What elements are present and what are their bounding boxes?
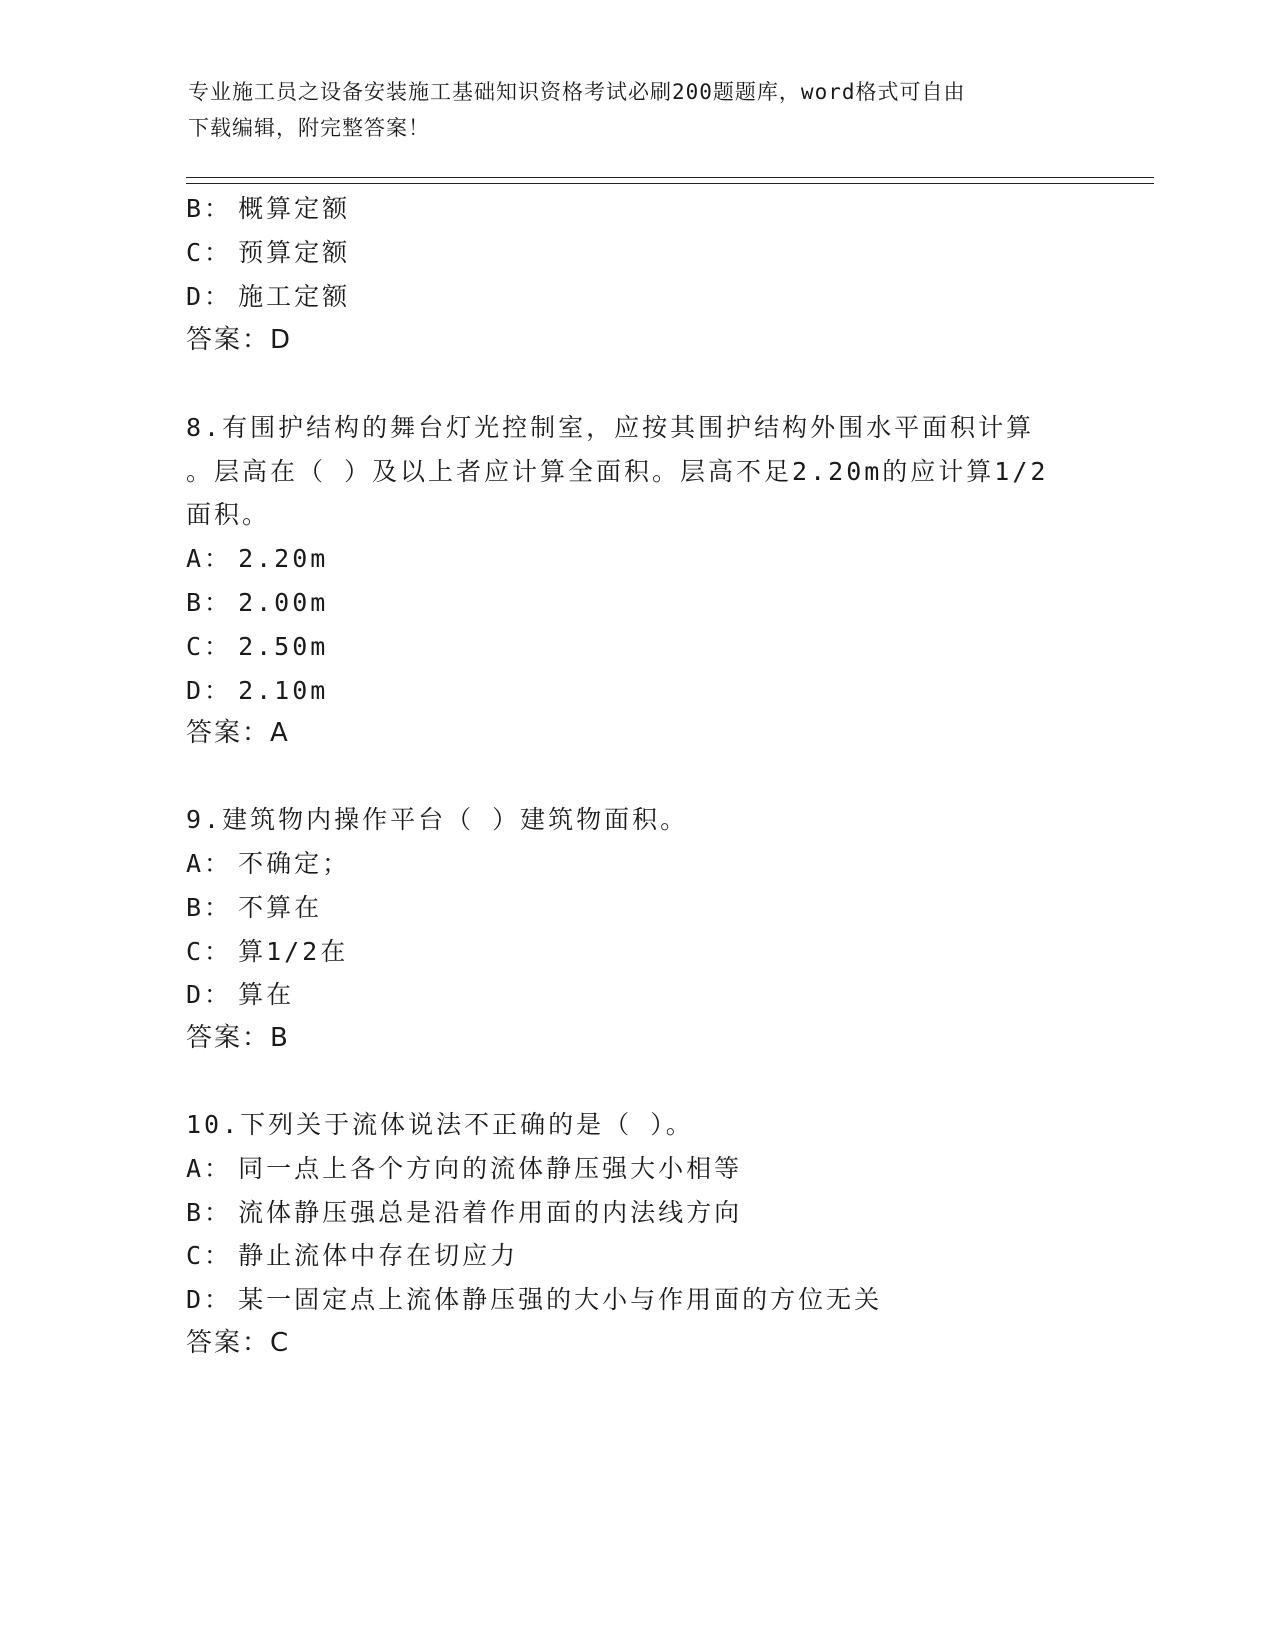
option-b: B： 概算定额 — [186, 194, 351, 223]
question-9-stem-line-1: 9.建筑物内操作平台（ ）建筑物面积。 — [186, 805, 689, 834]
question-8-stem-line-3: 面积。 — [186, 500, 271, 529]
document-header — [188, 74, 1068, 146]
question-9-answer: 答案：B — [186, 1023, 290, 1053]
header-divider-bottom — [186, 183, 1154, 184]
question-9-option-c: C： 算1/2在 — [186, 937, 349, 966]
option-c: C： 预算定额 — [186, 238, 351, 267]
question-9-option-d: D： 算在 — [186, 980, 295, 1009]
answer-line: 答案：D — [186, 325, 293, 355]
header-line-1: 专业施工员之设备安装施工基础知识资格考试必刷200题题库，word格式可自由 — [188, 80, 966, 104]
question-8-option-d: D： 2.10m — [186, 676, 329, 705]
question-10-stem-line-1: 10.下列关于流体说法不正确的是（ ）。 — [186, 1110, 694, 1139]
question-10-option-d: D： 某一固定点上流体静压强的大小与作用面的方位无关 — [186, 1285, 883, 1314]
question-8-stem-line-1: 8.有围护结构的舞台灯光控制室，应按其围护结构外围水平面积计算 — [186, 413, 1035, 442]
question-8-option-b: B： 2.00m — [186, 588, 329, 617]
question-9-option-a: A： 不确定； — [186, 849, 351, 878]
question-10-option-c: C： 静止流体中存在切应力 — [186, 1241, 519, 1270]
question-8-option-a: A： 2.20m — [186, 544, 329, 573]
question-9-option-b: B： 不算在 — [186, 893, 323, 922]
header-line-2: 下载编辑，附完整答案！ — [188, 116, 430, 140]
option-d: D： 施工定额 — [186, 282, 351, 311]
question-10-answer: 答案：C — [186, 1328, 291, 1358]
question-8-stem-line-2: 。层高在（ ）及以上者应计算全面积。层高不足2.20m的应计算1/2 — [186, 457, 1049, 486]
header-divider-top — [186, 177, 1154, 178]
question-10-option-a: A： 同一点上各个方向的流体静压强大小相等 — [186, 1154, 743, 1183]
question-8-answer: 答案：A — [186, 718, 290, 748]
question-8-option-c: C： 2.50m — [186, 632, 329, 661]
question-10-option-b: B： 流体静压强总是沿着作用面的内法线方向 — [186, 1198, 743, 1227]
